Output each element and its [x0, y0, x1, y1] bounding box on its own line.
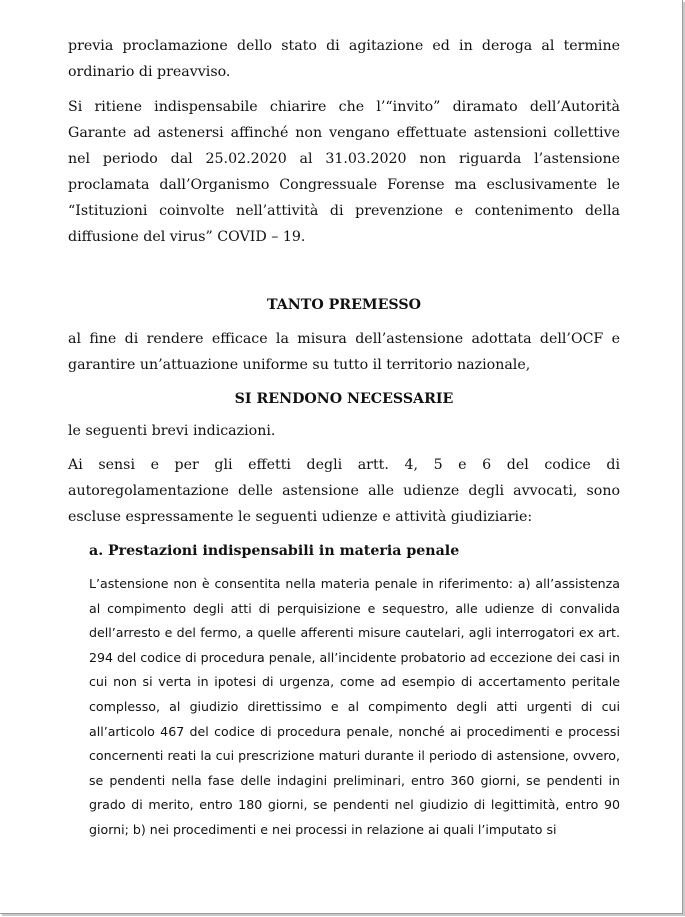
paragraph-ai-sensi: Ai sensi e per gli effetti degli artt. 4, 5 e 6 del codice di autoregolamentazione delle astensione alle udienze degli avvocati, sono escluse espressamente le seguenti udienze e attività giudiziarie:: [68, 457, 620, 525]
paragraph-fine-astensione: al fine di rendere efficace la misura dell’astensione adottata dell’OCF e garantire un’attuazione uniforme su tutto il territorio nazionale,: [68, 331, 620, 373]
heading-tanto-premesso: TANTO PREMESSO: [267, 297, 421, 313]
document-body: [68, 33, 620, 843]
subsection-title: Prestazioni indispensabili in materia penale: [108, 543, 460, 559]
paragraph-invito-autorita: Si ritiene indispensabile chiarire che l’“invito” diramato dell’Autorità Garante ad astenersi affinché non vengano effettuate astensioni collettive nel periodo dal 25.02.2020 al 31.03.2020 non riguarda l’astensione proclamata dall’Organismo Congressuale Forense ma esclusivamente le “Istituzioni coinvolte nell’attività di prevenzione e contenimento della diffusione del virus” COVID – 19.: [68, 99, 620, 245]
paragraph-preavviso: previa proclamazione dello stato di agitazione ed in deroga al termine ordinario di preavviso.: [68, 38, 620, 80]
paragraph-materia-penale: L’astensione non è consentita nella materia penale in riferimento: a) all’assistenza al compimento degli atti di perquisizione e sequestro, alle udienze di convalida dell’arresto e del fermo, a quelle afferenti misure cautelari, agli interrogatori ex art. 294 del codice di procedura penale, all’incidente probatorio ad eccezione dei casi in cui non si verta in ipotesi di urgenza, come ad esempio di accertamento peritale complesso, al giudizio direttissimo e al compimento degli atti urgenti di cui all’articolo 467 del codice di procedura penale, nonché ai procedimenti e processi concernenti reati la cui prescrizione maturi durante il periodo di astensione, ovvero, se pendenti nella fase delle indagini preliminari, entro 360 giorni, se pendenti in grado di merito, entro 180 giorni, se pendenti nel giudizio di legittimità, entro 90 giorni; b) nei procedimenti e nei processi in relazione ai quali l’imputato si: [89, 576, 620, 837]
heading-si-rendono-necessarie: SI RENDONO NECESSARIE: [234, 391, 454, 407]
subsection-heading: [89, 538, 620, 564]
paragraph-brevi-indicazioni: le seguenti brevi indicazioni.: [68, 423, 276, 439]
subsection-marker: a.: [89, 543, 104, 559]
